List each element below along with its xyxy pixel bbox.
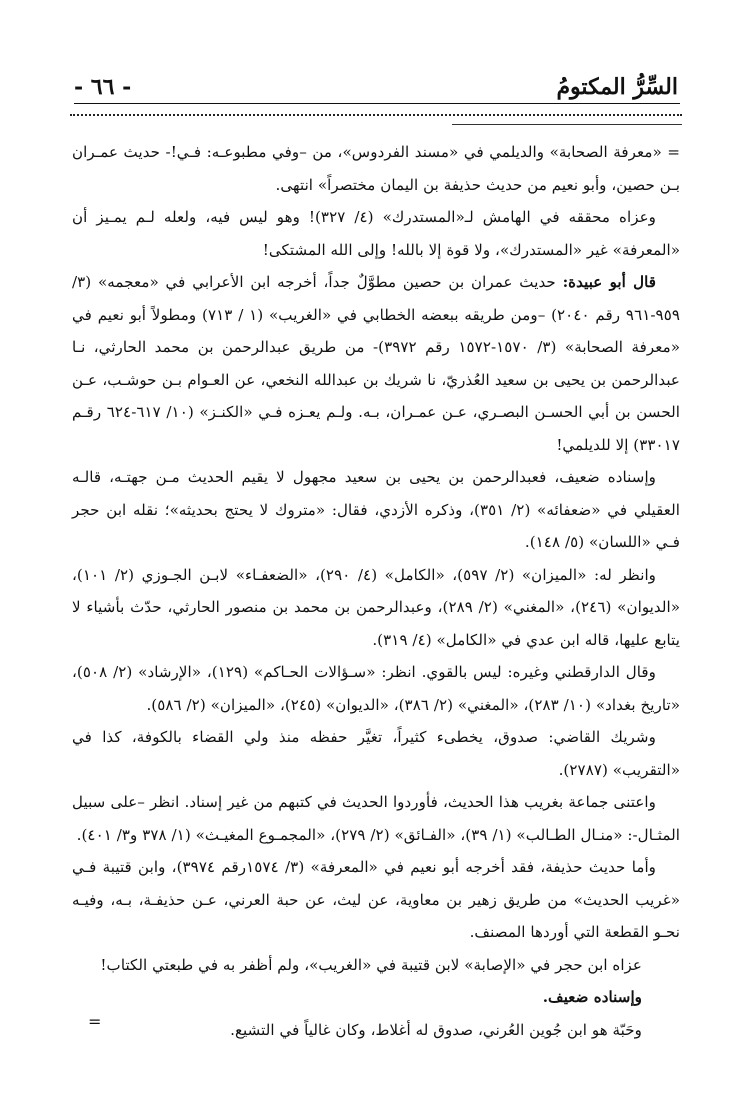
- paragraph: [72, 559, 680, 657]
- paragraph-text: وإسناده ضعيف، فعبدالرحمن بن يحيى بن سعيد مجهول لا يقيم الحديث مـن جهتـه، قالـه العقيلي في «ضعفائه» (٢/ ٣٥١)، وذكره الأزدي، فقال: «متروك لا يحتج بحديثه»؛ نقله ابن حجر فـي «اللسان» (٥/ ١٤٨).: [72, 468, 680, 551]
- paragraph: [72, 721, 680, 786]
- paragraph-text: وإسناده ضعيف.: [542, 988, 642, 1006]
- paragraph-text: = «معرفة الصحابة» والديلمي في «مسند الفردوس»، من –وفي مطبوعـه: فـي!- حديث عمـران بـن حصين، وأبو نعيم من حديث حذيفة بن اليمان مختصراً» انتهى.: [72, 143, 680, 194]
- paragraph-text: وانظر له: «الميزان» (٢/ ٥٩٧)، «الكامل» (٤/ ٢٩٠)، «الضعفـاء» لابـن الجـوزي (٢/ ١٠١)، «الديوان» (٢٤٦)، «المغني» (٢/ ٢٨٩)، وعبدالرحمن بن محمد بن منصور الحارثي، حدّث بأشياء لا يتابع عليها، قاله ابن عدي في «الكامل» (٤/ ٣١٩).: [72, 565, 681, 649]
- paragraph: [72, 851, 680, 949]
- paragraph: [72, 201, 680, 266]
- dotted-separator: [70, 114, 682, 116]
- paragraph-text: وشريك القاضي: صدوق، يخطىء كثيراً، تغيَّر حفظه منذ ولي القضاء بالكوفة، كذا في «التقريب» (٢٧٨٧).: [72, 728, 680, 779]
- paragraph-text: حديث عمران بن حصين مطوَّلٌ جداً، أخرجه ابن الأعرابي في «معجمه» (٣/ ٩٥٩-٩٦١ رقم ٢٠٤٠) –ومن طريقه ببعضه الخطابي في «الغريب» (١ / ٧١٣) ومطولاً أبو نعيم في «معرفة الصحابة» (٣/ ١٥٧٠-١٥٧٢ رقم ٣٩٧٢)- من طريق عبدالرحمن بن محمد الحارثي، نـا عبدالرحمن بن يحيى بن سعيد العُذريّ، نا شريك بن عبدالله النخعي، عن العـوام بـن حوشـب، عـن الحسن بن أبي الحسـن البصـري، عـن عمـران، بـه. ولـم يعـزه فـي «الكنـز» (١٠/ ٦١٧-٦٢٤ رقـم ٣٣٠١٧) إلا للديلمي!: [72, 273, 681, 454]
- paragraph: [72, 1014, 680, 1047]
- paragraph-lead: قال أبو عبيدة:: [562, 273, 657, 291]
- paragraph: [72, 981, 680, 1014]
- page-header: [74, 58, 678, 98]
- continuation-mark: =: [88, 1012, 102, 1031]
- paragraph: [72, 266, 680, 461]
- paragraph-text: وعزاه محققه في الهامش لـ«المستدرك» (٤/ ٣٢٧)! وهو ليس فيه، ولعله لـم يمـيز أن «المعرفة» غير «المستدرك»، ولا قوة إلا بالله! وإلى الله المشتكى!: [72, 208, 680, 259]
- paragraph-text: واعتنى جماعة بغريب هذا الحديث، فأوردوا الحديث في كتبهم من غير إسناد. انظر –على سبيل المثـال-: «منـال الطـالب» (١/ ٣٩)، «الفـائق» (٢/ ٢٧٩)، «المجمـوع المغيـث» (١/ ٣٧٨ و٣/ ٤٠١).: [72, 793, 680, 844]
- paragraph: [72, 136, 680, 201]
- paragraph-text: وأما حديث حذيفة، فقد أخرجه أبو نعيم في «المعرفة» (٣/ ١٥٧٤رقم ٣٩٧٤)، وابن قتيبة فـي «غريب الحديث» من طريق زهير بن معاوية، عن ليث، عن حبة العرني، عـن حذيفـة، بـه، وفيـه نحـو القطعة التي أوردها المصنف.: [72, 858, 680, 941]
- paragraph-text: عزاه ابن حجر في «الإصابة» لابن قتيبة في «الغريب»، ولم أظفر به في طبعتي الكتاب!: [100, 955, 642, 974]
- paragraph-text: وقال الدارقطني وغيره: ليس بالقوي. انظر: «سـؤالات الحـاكم» (١٢٩)، «الإرشاد» (٢/ ٥٠٨)، «تاريخ بغداد» (١٠/ ٢٨٣)، «المغني» (٢/ ٣٨٦)، «الديوان» (٢٤٥)، «الميزان» (٢/ ٥٨٦).: [72, 663, 680, 714]
- footnote-body: [72, 136, 680, 1046]
- paragraph: [72, 461, 680, 559]
- paragraph-text: وحَبّة هو ابن جُوين العُرني، صدوق له أغلاط، وكان غالياً في التشيع.: [230, 1020, 642, 1039]
- header-rule: [74, 103, 680, 104]
- paragraph: [72, 786, 680, 851]
- paragraph: [72, 656, 680, 721]
- page-number: - ٦٦ -: [74, 74, 132, 100]
- paragraph: [72, 949, 680, 982]
- footnote-rule: [452, 124, 682, 125]
- book-title: السِّرُّ المكتومُ: [556, 74, 678, 100]
